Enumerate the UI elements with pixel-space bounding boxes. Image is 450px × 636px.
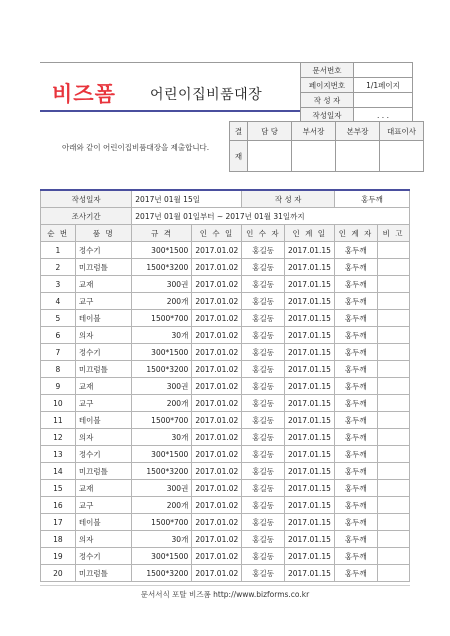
received-date[interactable]: 2017.01.02 <box>192 259 242 276</box>
handover-by[interactable]: 홍두깨 <box>334 429 377 446</box>
item-spec[interactable]: 300권 <box>132 480 192 497</box>
remarks[interactable] <box>377 480 409 497</box>
handover-date[interactable]: 2017.01.15 <box>284 259 334 276</box>
received-by[interactable]: 홍길동 <box>242 565 285 582</box>
received-by[interactable]: 홍길동 <box>242 276 285 293</box>
item-name[interactable]: 교구 <box>75 293 131 310</box>
handover-by[interactable]: 홍두깨 <box>334 378 377 395</box>
received-date[interactable]: 2017.01.02 <box>192 429 242 446</box>
remarks[interactable] <box>377 361 409 378</box>
author-label: 작 성 자 <box>242 190 335 208</box>
row-number[interactable]: 17 <box>41 514 76 531</box>
item-name[interactable]: 테이블 <box>75 310 131 327</box>
received-by[interactable]: 홍길동 <box>242 548 285 565</box>
received-date[interactable]: 2017.01.02 <box>192 514 242 531</box>
handover-by[interactable]: 홍두깨 <box>334 514 377 531</box>
handover-date[interactable]: 2017.01.15 <box>284 548 334 565</box>
table-row <box>41 480 410 497</box>
handover-date[interactable]: 2017.01.15 <box>284 293 334 310</box>
approval-head: 부서장 <box>292 122 336 141</box>
author-value[interactable]: 홍두깨 <box>334 190 409 208</box>
survey-period-label: 조사기간 <box>41 208 132 225</box>
meta-row <box>301 63 413 78</box>
table-row <box>41 259 410 276</box>
item-spec[interactable]: 30개 <box>132 531 192 548</box>
item-name[interactable]: 정수기 <box>75 242 131 259</box>
item-name[interactable]: 테이블 <box>75 412 131 429</box>
submission-notice: 아래와 같이 어린이집비품대장을 제출합니다. <box>62 143 210 152</box>
handover-by[interactable]: 홍두깨 <box>334 480 377 497</box>
received-date[interactable]: 2017.01.02 <box>192 497 242 514</box>
approval-side-top: 결 <box>230 122 248 141</box>
item-name[interactable]: 미끄럼틀 <box>75 259 131 276</box>
handover-by[interactable]: 홍두깨 <box>334 327 377 344</box>
received-by[interactable]: 홍길동 <box>242 327 285 344</box>
item-name[interactable]: 테이블 <box>75 514 131 531</box>
item-name[interactable]: 미끄럼틀 <box>75 565 131 582</box>
survey-period-value[interactable]: 2017년 01월 01일부터 ~ 2017년 01월 31일까지 <box>132 208 410 225</box>
table-row <box>41 242 410 259</box>
approval-signature-slot[interactable] <box>248 141 292 172</box>
row-number[interactable]: 2 <box>41 259 76 276</box>
handover-by[interactable]: 홍두깨 <box>334 412 377 429</box>
row-number[interactable]: 14 <box>41 463 76 480</box>
item-spec[interactable]: 1500*3200 <box>132 259 192 276</box>
approval-head: 본부장 <box>336 122 380 141</box>
handover-date[interactable]: 2017.01.15 <box>284 276 334 293</box>
meta-value[interactable]: 1/1페이지 <box>354 78 413 93</box>
table-row <box>41 395 410 412</box>
handover-date[interactable]: 2017.01.15 <box>284 344 334 361</box>
footer-rule <box>40 585 410 586</box>
handover-by[interactable]: 홍두깨 <box>334 395 377 412</box>
received-date[interactable]: 2017.01.02 <box>192 480 242 497</box>
ledger-body <box>41 242 410 582</box>
remarks[interactable] <box>377 548 409 565</box>
item-spec[interactable]: 1500*3200 <box>132 361 192 378</box>
received-by[interactable]: 홍길동 <box>242 293 285 310</box>
item-spec[interactable]: 1500*3200 <box>132 463 192 480</box>
column-header: 인 수 자 <box>242 225 285 242</box>
received-by[interactable]: 홍길동 <box>242 446 285 463</box>
received-date[interactable]: 2017.01.02 <box>192 548 242 565</box>
received-date[interactable]: 2017.01.02 <box>192 395 242 412</box>
received-date[interactable]: 2017.01.02 <box>192 344 242 361</box>
row-number[interactable]: 20 <box>41 565 76 582</box>
item-spec[interactable]: 300*1500 <box>132 446 192 463</box>
remarks[interactable] <box>377 446 409 463</box>
handover-date[interactable]: 2017.01.15 <box>284 412 334 429</box>
received-date[interactable]: 2017.01.02 <box>192 276 242 293</box>
handover-date[interactable]: 2017.01.15 <box>284 446 334 463</box>
handover-by[interactable]: 홍두깨 <box>334 276 377 293</box>
handover-date[interactable]: 2017.01.15 <box>284 497 334 514</box>
received-date[interactable]: 2017.01.02 <box>192 463 242 480</box>
remarks[interactable] <box>377 344 409 361</box>
item-name[interactable]: 정수기 <box>75 344 131 361</box>
table-row <box>41 276 410 293</box>
table-row <box>41 514 410 531</box>
column-header: 비 고 <box>377 225 409 242</box>
item-name[interactable]: 교재 <box>75 480 131 497</box>
item-name[interactable]: 의자 <box>75 531 131 548</box>
row-number[interactable]: 18 <box>41 531 76 548</box>
received-by[interactable]: 홍길동 <box>242 412 285 429</box>
approval-side-bottom: 재 <box>230 141 248 172</box>
handover-by[interactable]: 홍두깨 <box>334 242 377 259</box>
received-by[interactable]: 홍길동 <box>242 395 285 412</box>
received-by[interactable]: 홍길동 <box>242 259 285 276</box>
row-number[interactable]: 1 <box>41 242 76 259</box>
remarks[interactable] <box>377 293 409 310</box>
item-name[interactable]: 교구 <box>75 497 131 514</box>
handover-date[interactable]: 2017.01.15 <box>284 395 334 412</box>
handover-date[interactable]: 2017.01.15 <box>284 429 334 446</box>
handover-by[interactable]: 홍두깨 <box>334 497 377 514</box>
handover-by[interactable]: 홍두깨 <box>334 446 377 463</box>
received-by[interactable]: 홍길동 <box>242 480 285 497</box>
column-header-row <box>41 225 410 242</box>
table-row <box>41 497 410 514</box>
column-header: 인 수 일 <box>192 225 242 242</box>
table-row <box>41 429 410 446</box>
received-date[interactable]: 2017.01.02 <box>192 446 242 463</box>
row-number[interactable]: 12 <box>41 429 76 446</box>
received-date[interactable]: 2017.01.02 <box>192 242 242 259</box>
item-spec[interactable]: 1500*700 <box>132 310 192 327</box>
item-name[interactable]: 교재 <box>75 378 131 395</box>
item-spec[interactable]: 300*1500 <box>132 548 192 565</box>
handover-by[interactable]: 홍두깨 <box>334 531 377 548</box>
table-row <box>41 378 410 395</box>
remarks[interactable] <box>377 259 409 276</box>
remarks[interactable] <box>377 378 409 395</box>
item-spec[interactable]: 200개 <box>132 293 192 310</box>
column-header: 인 계 일 <box>284 225 334 242</box>
handover-date[interactable]: 2017.01.15 <box>284 565 334 582</box>
received-date[interactable]: 2017.01.02 <box>192 412 242 429</box>
row-number[interactable]: 19 <box>41 548 76 565</box>
item-name[interactable]: 교구 <box>75 395 131 412</box>
document-title: 어린이집비품대장 <box>150 87 263 103</box>
handover-by[interactable]: 홍두깨 <box>334 361 377 378</box>
item-spec[interactable]: 300권 <box>132 378 192 395</box>
received-by[interactable]: 홍길동 <box>242 310 285 327</box>
table-row <box>41 463 410 480</box>
item-name[interactable]: 의자 <box>75 429 131 446</box>
handover-by[interactable]: 홍두깨 <box>334 548 377 565</box>
item-spec[interactable]: 300*1500 <box>132 344 192 361</box>
row-number[interactable]: 7 <box>41 344 76 361</box>
written-date-value[interactable]: 2017년 01월 15일 <box>132 190 242 208</box>
received-by[interactable]: 홍길동 <box>242 497 285 514</box>
remarks[interactable] <box>377 412 409 429</box>
remarks[interactable] <box>377 497 409 514</box>
table-row <box>41 327 410 344</box>
meta-label: 작 성 자 <box>301 93 354 108</box>
approval-signature-slot[interactable] <box>292 141 336 172</box>
handover-by[interactable]: 홍두깨 <box>334 259 377 276</box>
handover-date[interactable]: 2017.01.15 <box>284 361 334 378</box>
received-by[interactable]: 홍길동 <box>242 463 285 480</box>
row-number[interactable]: 5 <box>41 310 76 327</box>
row-number[interactable]: 8 <box>41 361 76 378</box>
table-row <box>41 412 410 429</box>
meta-row <box>301 78 413 93</box>
row-number[interactable]: 3 <box>41 276 76 293</box>
document-meta-table <box>300 62 413 124</box>
item-spec[interactable]: 30개 <box>132 429 192 446</box>
approval-head: 대표이사 <box>380 122 424 141</box>
item-spec[interactable]: 1500*700 <box>132 412 192 429</box>
approval-head: 담 당 <box>248 122 292 141</box>
meta-row <box>301 93 413 108</box>
table-row <box>41 548 410 565</box>
approval-box <box>229 121 424 172</box>
column-header: 규 격 <box>132 225 192 242</box>
handover-date[interactable]: 2017.01.15 <box>284 242 334 259</box>
received-date[interactable]: 2017.01.02 <box>192 327 242 344</box>
remarks[interactable] <box>377 531 409 548</box>
table-row <box>41 565 410 582</box>
table-row <box>41 446 410 463</box>
remarks[interactable] <box>377 242 409 259</box>
handover-date[interactable]: 2017.01.15 <box>284 531 334 548</box>
approval-signature-slot[interactable] <box>380 141 424 172</box>
item-name[interactable]: 미끄럼틀 <box>75 463 131 480</box>
table-row <box>41 361 410 378</box>
item-name[interactable]: 미끄럼틀 <box>75 361 131 378</box>
received-by[interactable]: 홍길동 <box>242 344 285 361</box>
handover-by[interactable]: 홍두깨 <box>334 565 377 582</box>
column-header: 순 번 <box>41 225 76 242</box>
item-name[interactable]: 정수기 <box>75 446 131 463</box>
column-header: 품 명 <box>75 225 131 242</box>
meta-value[interactable] <box>354 63 413 78</box>
info-row-period <box>41 208 410 225</box>
row-number[interactable]: 4 <box>41 293 76 310</box>
row-number[interactable]: 6 <box>41 327 76 344</box>
received-date[interactable]: 2017.01.02 <box>192 293 242 310</box>
remarks[interactable] <box>377 565 409 582</box>
row-number[interactable]: 16 <box>41 497 76 514</box>
item-spec[interactable]: 200개 <box>132 395 192 412</box>
footer-text: 문서서식 포탈 비즈폼 http://www.bizforms.co.kr <box>140 590 310 599</box>
received-by[interactable]: 홍길동 <box>242 429 285 446</box>
received-date[interactable]: 2017.01.02 <box>192 310 242 327</box>
received-date[interactable]: 2017.01.02 <box>192 378 242 395</box>
remarks[interactable] <box>377 514 409 531</box>
meta-label: 페이지번호 <box>301 78 354 93</box>
received-date[interactable]: 2017.01.02 <box>192 361 242 378</box>
received-by[interactable]: 홍길동 <box>242 531 285 548</box>
item-name[interactable]: 정수기 <box>75 548 131 565</box>
item-spec[interactable]: 300권 <box>132 276 192 293</box>
row-number[interactable]: 13 <box>41 446 76 463</box>
approval-signature-slot[interactable] <box>336 141 380 172</box>
received-by[interactable]: 홍길동 <box>242 378 285 395</box>
remarks[interactable] <box>377 310 409 327</box>
received-date[interactable]: 2017.01.02 <box>192 531 242 548</box>
header-bottom-rule <box>40 110 300 112</box>
item-name[interactable]: 의자 <box>75 327 131 344</box>
meta-value[interactable] <box>354 93 413 108</box>
row-number[interactable]: 15 <box>41 480 76 497</box>
table-row <box>41 293 410 310</box>
row-number[interactable]: 11 <box>41 412 76 429</box>
item-spec[interactable]: 1500*700 <box>132 514 192 531</box>
handover-by[interactable]: 홍두깨 <box>334 344 377 361</box>
remarks[interactable] <box>377 463 409 480</box>
column-header: 인 계 자 <box>334 225 377 242</box>
remarks[interactable] <box>377 276 409 293</box>
row-number[interactable]: 9 <box>41 378 76 395</box>
row-number[interactable]: 10 <box>41 395 76 412</box>
handover-by[interactable]: 홍두깨 <box>334 310 377 327</box>
handover-date[interactable]: 2017.01.15 <box>284 378 334 395</box>
meta-label: 작성일자 <box>301 108 354 124</box>
received-by[interactable]: 홍길동 <box>242 242 285 259</box>
received-date[interactable]: 2017.01.02 <box>192 565 242 582</box>
handover-date[interactable]: 2017.01.15 <box>284 327 334 344</box>
written-date-label: 작성일자 <box>41 190 132 208</box>
handover-date[interactable]: 2017.01.15 <box>284 514 334 531</box>
handover-date[interactable]: 2017.01.15 <box>284 463 334 480</box>
meta-value[interactable]: . . . <box>354 108 413 124</box>
item-name[interactable]: 교재 <box>75 276 131 293</box>
table-row <box>41 531 410 548</box>
item-spec[interactable]: 300*1500 <box>132 242 192 259</box>
remarks[interactable] <box>377 327 409 344</box>
remarks[interactable] <box>377 429 409 446</box>
table-row <box>41 344 410 361</box>
item-spec[interactable]: 30개 <box>132 327 192 344</box>
handover-date[interactable]: 2017.01.15 <box>284 480 334 497</box>
item-spec[interactable]: 1500*3200 <box>132 565 192 582</box>
handover-by[interactable]: 홍두깨 <box>334 293 377 310</box>
received-by[interactable]: 홍길동 <box>242 361 285 378</box>
handover-date[interactable]: 2017.01.15 <box>284 310 334 327</box>
handover-by[interactable]: 홍두깨 <box>334 463 377 480</box>
received-by[interactable]: 홍길동 <box>242 514 285 531</box>
equipment-ledger-table <box>40 189 410 582</box>
remarks[interactable] <box>377 395 409 412</box>
bizforms-logo: 비즈폼 <box>52 82 116 106</box>
item-spec[interactable]: 200개 <box>132 497 192 514</box>
table-row <box>41 310 410 327</box>
info-row-written <box>41 190 410 208</box>
meta-label: 문서번호 <box>301 63 354 78</box>
